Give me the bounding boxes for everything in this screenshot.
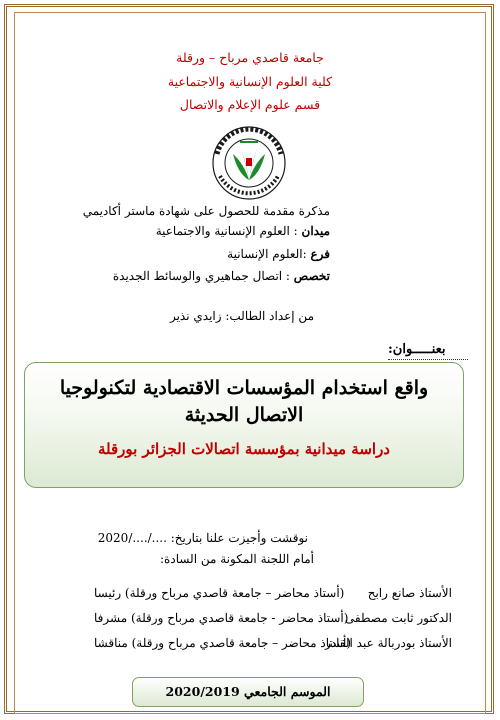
branch-label: فرع (310, 247, 330, 261)
thesis-title: واقع استخدام المؤسسات الاقتصادية لتكنولوجيا الاتصال الحديثة (59, 377, 429, 426)
member-name: الدكتور ثابت مصطفى (344, 611, 452, 625)
university-logo (200, 124, 298, 202)
member-name: الأستاذ صانع رابح (367, 586, 452, 600)
university-name: جامعة قاصدي مرباح – ورقلة (176, 50, 324, 65)
specialty-label: تخصص (293, 269, 330, 283)
title-box (24, 362, 464, 488)
author-line: من إعداد الطالب: زايدي نذير (169, 309, 314, 323)
branch-line (227, 247, 330, 261)
member-role: (أستاذ محاضر – جامعة قاصدي مرباح ورقلة) رئيسا (94, 586, 345, 600)
memo-purpose: مذكرة مقدمة للحصول على شهادة ماستر أكاديمي (82, 204, 330, 218)
field-value: : العلوم الإنسانية والاجتماعية (155, 224, 302, 238)
branch-value: :العلوم الإنسانية (227, 247, 311, 261)
title-intro-underline (388, 359, 468, 360)
committee-intro: أمام اللجنة المكونة من السادة: (160, 552, 314, 566)
specialty-value: : اتصال جماهيري والوسائط الجديدة (112, 269, 294, 283)
member-role: (أستاذ محاضر – جامعة قاصدي مرباح ورقلة) مناقشا (94, 636, 352, 650)
committee-row (0, 611, 500, 629)
member-role: (أستاذ محاضر - جامعة قاصدي مرباح ورقلة) مشرفا (94, 611, 349, 625)
department-name: قسم علوم الإعلام والاتصال (179, 97, 321, 112)
specialty-line (113, 269, 330, 283)
season-year: 2020/2019 (165, 684, 240, 699)
season-label: الموسم الجامعي (244, 684, 331, 699)
academic-season (132, 677, 364, 707)
faculty-name: كلية العلوم الإنسانية والاجتماعية (167, 74, 333, 89)
title-intro-text: بعنـــــوان: (388, 342, 446, 357)
committee-row (0, 586, 500, 604)
thesis-subtitle: دراسة ميدانية بمؤسسة اتصالات الجزائر بورقلة (97, 440, 390, 458)
field-line (156, 224, 330, 238)
field-label: ميدان (301, 224, 330, 238)
member-name: الأستاذ بودربالة عبد القادر (325, 636, 452, 650)
committee-row (0, 636, 500, 654)
defense-date: نوقشت وأجيزت علنا بتاريخ: ..../..../2020 (97, 531, 308, 545)
title-intro (388, 342, 446, 357)
